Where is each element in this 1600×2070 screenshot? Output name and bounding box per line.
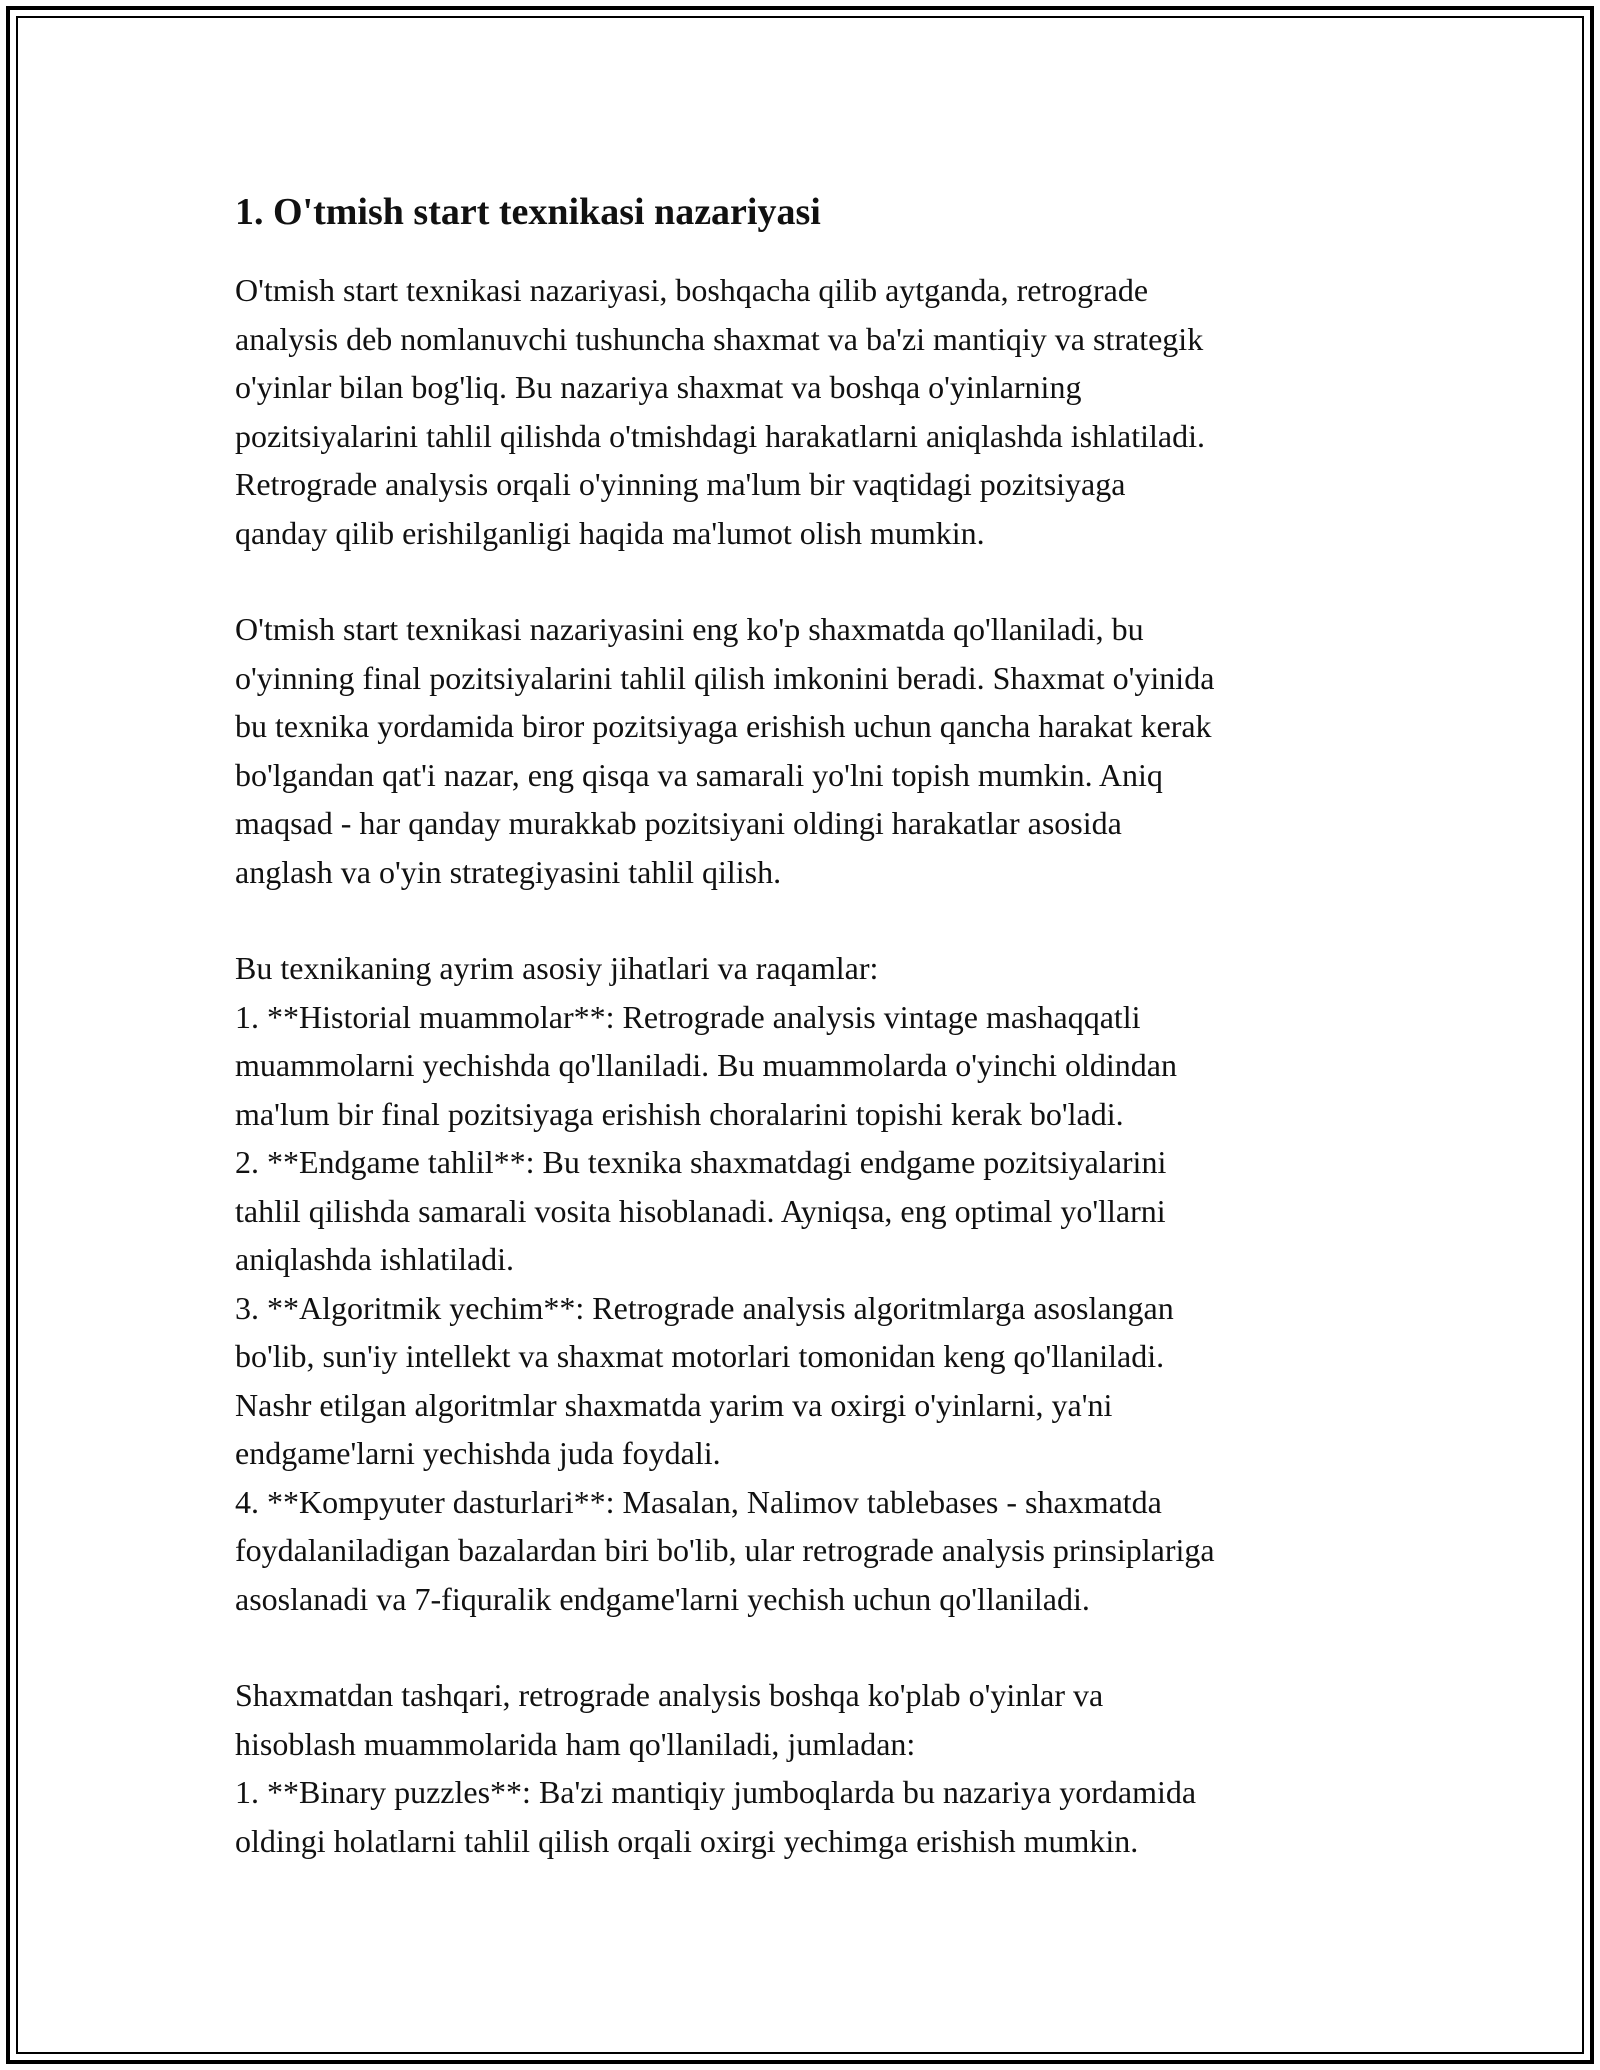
text-line: qanday qilib erishilganligi haqida ma'lumot olish mumkin.: [235, 514, 985, 551]
text-line: endgame'larni yechishda juda foydali.: [235, 1435, 721, 1471]
text-line: Bu texnikaning ayrim asosiy jihatlari va raqamlar:: [235, 950, 879, 986]
text-line: bo'lib, sun'iy intellekt va shaxmat motorlari tomonidan keng qo'llaniladi.: [235, 1338, 1165, 1374]
text-line: 1. **Historial muammolar**: Retrograde analysis vintage mashaqqatli: [235, 998, 1141, 1035]
text-line: ma'lum bir final pozitsiyaga erishish choralarini topishi kerak bo'ladi.: [235, 1095, 1124, 1132]
text-line: 3. **Algoritmik yechim**: Retrograde analysis algoritmlarga asoslangan: [235, 1289, 1174, 1326]
text-line: oldingi holatlarni tahlil qilish orqali oxirgi yechimga erishish mumkin.: [235, 1822, 1139, 1859]
text-line: foydalaniladigan bazalardan biri bo'lib, ular retrograde analysis prinsiplariga: [235, 1532, 1215, 1568]
section-heading: 1. O'tmish start texnikasi nazariyasi: [235, 191, 821, 233]
text-line: analysis deb nomlanuvchi tushuncha shaxmat va ba'zi mantiqiy va strategik: [235, 320, 1204, 357]
text-line: Nashr etilgan algoritmlar shaxmatda yarim va oxirgi o'yinlarni, ya'ni: [235, 1386, 1113, 1423]
text-line: anglash va o'yin strategiyasini tahlil qilish.: [235, 853, 782, 890]
text-line: o'yinlar bilan bog'liq. Bu nazariya shaxmat va boshqa o'yinlarning: [235, 369, 1082, 405]
text-line: hisoblash muammolarida ham qo'llaniladi, jumladan:: [235, 1725, 916, 1762]
text-line: O'tmish start texnikasi nazariyasi, boshqacha qilib aytganda, retrograde: [235, 272, 1149, 308]
text-line: Shaxmatdan tashqari, retrograde analysis boshqa ko'plab o'yinlar va: [235, 1677, 1104, 1713]
paragraph-key-aspects: [235, 944, 1385, 1623]
text-line: aniqlashda ishlatiladi.: [235, 1241, 515, 1277]
text-line: 2. **Endgame tahlil**: Bu texnika shaxmatdagi endgame pozitsiyalarini: [235, 1144, 1167, 1180]
text-line: tahlil qilishda samarali vosita hisoblanadi. Ayniqsa, eng optimal yo'llarni: [235, 1192, 1166, 1229]
text-line: o'yinning final pozitsiyalarini tahlil qilish imkonini beradi. Shaxmat o'yinida: [235, 659, 1215, 696]
text-line: 4. **Kompyuter dasturlari**: Masalan, Nalimov tablebases - shaxmatda: [235, 1483, 1162, 1520]
text-line: 1. **Binary puzzles**: Ba'zi mantiqiy jumboqlarda bu nazariya yordamida: [235, 1774, 1197, 1810]
text-line: asoslanadi va 7-fiquralik endgame'larni yechish uchun qo'llaniladi.: [235, 1580, 1090, 1617]
text-line: bu texnika yordamida biror pozitsiyaga erishish uchun qancha harakat kerak: [235, 708, 1212, 744]
text-line: muammolarni yechishda qo'llaniladi. Bu muammolarda o'yinchi oldindan: [235, 1047, 1177, 1083]
paragraph-intro: [235, 266, 1385, 557]
text-line: maqsad - har qanday murakkab pozitsiyani oldingi harakatlar asosida: [235, 805, 1122, 841]
text-line: Retrograde analysis orqali o'yinning ma'lum bir vaqtidagi pozitsiyaga: [235, 466, 1126, 502]
text-line: pozitsiyalarini tahlil qilishda o'tmishdagi harakatlarni aniqlashda ishlatiladi.: [235, 417, 1205, 454]
paragraph-beyond-chess: [235, 1671, 1385, 1865]
text-line: bo'lgandan qat'i nazar, eng qisqa va samarali yo'lni topish mumkin. Aniq: [235, 756, 1163, 793]
text-line: O'tmish start texnikasi nazariyasini eng ko'p shaxmatda qo'llaniladi, bu: [235, 611, 1144, 647]
document-page: [235, 188, 1385, 1913]
paragraph-chess-usage: [235, 605, 1385, 896]
